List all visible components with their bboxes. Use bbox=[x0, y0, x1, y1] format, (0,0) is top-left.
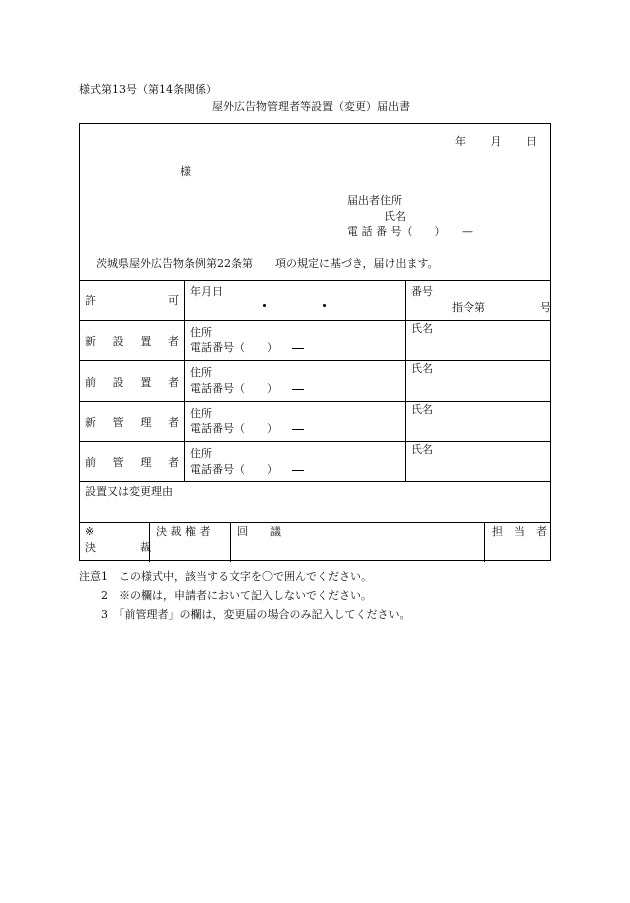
row-divider bbox=[80, 481, 550, 482]
person-row-label: 新 設 置 者 bbox=[85, 335, 179, 348]
phone-field[interactable] bbox=[190, 464, 304, 475]
form-title: 屋外広告物管理者等設置（変更）届出書 bbox=[212, 100, 410, 113]
address-label: 住所 bbox=[190, 366, 212, 379]
address-label: 住所 bbox=[190, 326, 212, 339]
phone-label: 電話番号（ ） bbox=[190, 382, 278, 395]
row-divider bbox=[80, 522, 550, 523]
permit-label: 許 可 bbox=[85, 294, 179, 307]
note-item: 注意1 この様式中，該当する文字を〇で囲んでください。 bbox=[79, 570, 372, 583]
permit-designation-field[interactable]: 指令第 号 bbox=[452, 301, 551, 314]
address-label: 住所 bbox=[190, 407, 212, 420]
form-number: 様式第13号（第14条関係） bbox=[79, 83, 217, 96]
name-label: 氏名 bbox=[411, 443, 433, 456]
statement-text: 茨城県屋外広告物条例第22条第 項の規定に基づき，届け出ます。 bbox=[96, 257, 439, 270]
decision-label: 決 裁 bbox=[85, 541, 151, 554]
column-divider bbox=[484, 522, 485, 562]
name-label: 氏名 bbox=[411, 322, 433, 335]
name-label: 氏名 bbox=[411, 403, 433, 416]
circulation-label: 回 議 bbox=[237, 525, 281, 538]
day-label: 日 bbox=[526, 135, 537, 148]
addressee-suffix: 様 bbox=[180, 165, 191, 178]
note-item: 2 ※の欄は，申請者において記入しないでください。 bbox=[101, 589, 372, 602]
phone-label: 電話番号（ ） bbox=[190, 422, 278, 435]
applicant-address-label: 届出者住所 bbox=[347, 194, 402, 207]
applicant-phone-label: 電 話 番 号（ ） — bbox=[347, 225, 473, 238]
office-use-mark: ※ bbox=[85, 525, 95, 538]
phone-field[interactable] bbox=[190, 423, 304, 434]
notification-form-table bbox=[79, 123, 551, 561]
reason-label: 設置又は変更理由 bbox=[85, 485, 173, 498]
month-label: 月 bbox=[490, 135, 502, 148]
notes bbox=[79, 567, 411, 624]
name-label: 氏名 bbox=[411, 362, 433, 375]
phone-label: 電話番号（ ） bbox=[190, 463, 278, 476]
address-label: 住所 bbox=[190, 447, 212, 460]
phone-field[interactable] bbox=[190, 383, 304, 394]
row-divider bbox=[80, 360, 550, 361]
row-divider bbox=[80, 401, 550, 402]
phone-label: 電話番号（ ） bbox=[190, 341, 278, 354]
person-row-label: 前 設 置 者 bbox=[85, 376, 179, 389]
person-row-label: 前 管 理 者 bbox=[85, 456, 179, 469]
applicant-name-label: 氏名 bbox=[384, 210, 406, 223]
date-field[interactable] bbox=[455, 136, 537, 147]
row-divider bbox=[80, 320, 550, 321]
row-divider bbox=[80, 441, 550, 442]
permit-date-field[interactable] bbox=[190, 302, 400, 308]
year-label: 年 bbox=[455, 135, 466, 148]
decision-authority-label: 決 裁 権 者 bbox=[156, 525, 211, 538]
column-divider bbox=[405, 280, 406, 481]
phone-field[interactable] bbox=[190, 342, 304, 353]
permit-number-label: 番号 bbox=[411, 285, 433, 298]
permit-date-label: 年月日 bbox=[190, 285, 223, 298]
note-item: 3 「前管理者」の欄は，変更届の場合のみ記入してください。 bbox=[101, 608, 411, 621]
row-divider bbox=[80, 280, 550, 281]
person-in-charge-label: 担 当 者 bbox=[492, 525, 547, 538]
person-row-label: 新 管 理 者 bbox=[85, 416, 179, 429]
column-divider bbox=[184, 280, 185, 481]
column-divider bbox=[230, 522, 231, 562]
